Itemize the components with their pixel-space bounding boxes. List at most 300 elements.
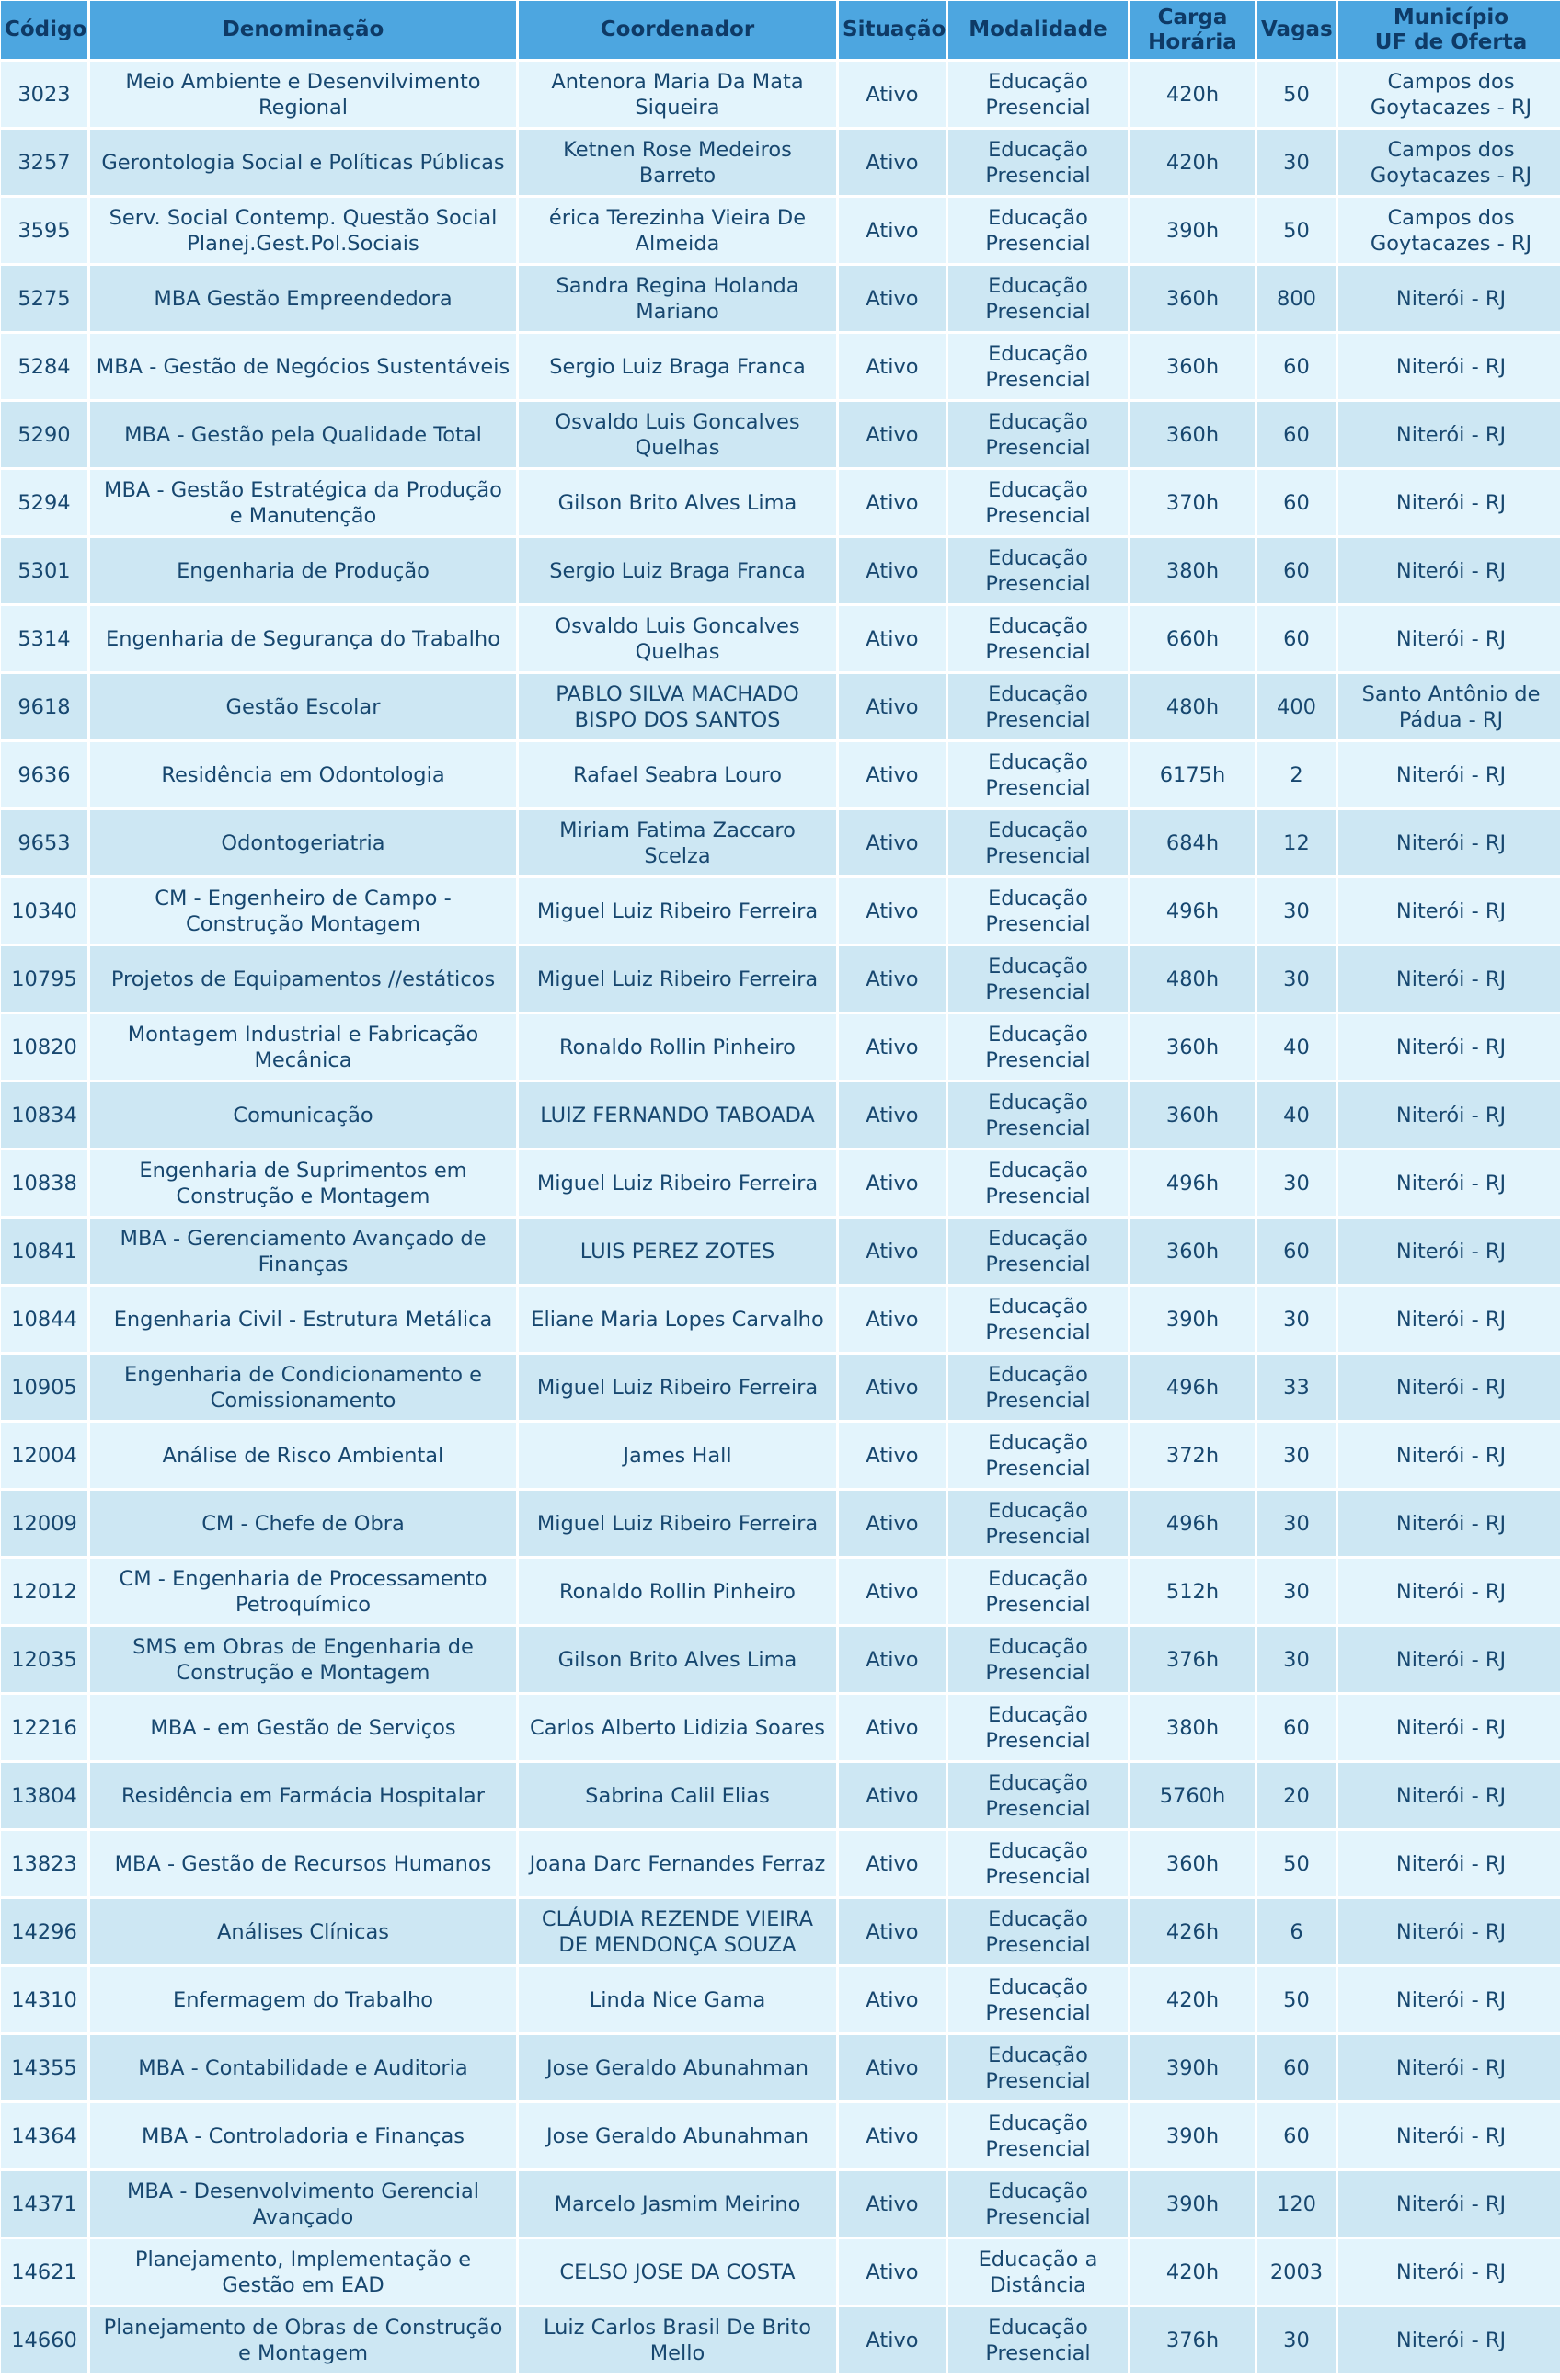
cell-vagas: 60 [1257,470,1336,535]
cell-vagas: 30 [1257,1559,1336,1624]
cell-situacao: Ativo [839,266,946,331]
cell-carga: 380h [1130,1695,1255,1760]
cell-modalidade: Educação Presencial [948,810,1128,875]
cell-carga: 420h [1130,62,1255,127]
table-row [1,1899,1560,1964]
cell-denominacao: MBA - em Gestão de Serviços [90,1695,516,1760]
cell-vagas: 20 [1257,1763,1336,1828]
table-row [1,2035,1560,2100]
table-row [1,130,1560,195]
cell-situacao: Ativo [839,810,946,875]
cell-vagas: 30 [1257,946,1336,1012]
cell-modalidade: Educação Presencial [948,402,1128,467]
cell-codigo: 10838 [1,1150,87,1216]
cell-situacao: Ativo [839,1082,946,1148]
cell-carga: 372h [1130,1423,1255,1488]
cell-codigo: 14621 [1,2239,87,2305]
cell-denominacao: Montagem Industrial e Fabricação Mecânica [90,1014,516,1080]
cell-municipio: Niterói - RJ [1338,1559,1560,1624]
table-row [1,2171,1560,2237]
table-row [1,878,1560,944]
cell-codigo: 5294 [1,470,87,535]
header-modalidade[interactable]: Modalidade [948,1,1128,59]
header-carga-horaria[interactable] [1130,1,1255,59]
cell-vagas: 60 [1257,2035,1336,2100]
cell-carga: 360h [1130,334,1255,399]
cell-denominacao: Planejamento de Obras de Construção e Montagem [90,2307,516,2373]
cell-vagas: 30 [1257,1627,1336,1692]
cell-codigo: 14364 [1,2103,87,2168]
cell-codigo: 12012 [1,1559,87,1624]
header-situacao[interactable]: Situação [839,1,946,59]
cell-municipio: Niterói - RJ [1338,946,1560,1012]
table-row [1,1559,1560,1624]
cell-carga: 496h [1130,1491,1255,1556]
cell-coordenador: Rafael Seabra Louro [519,742,836,807]
cell-coordenador: Jose Geraldo Abunahman [519,2103,836,2168]
cell-coordenador: Gilson Brito Alves Lima [519,470,836,535]
cell-codigo: 9636 [1,742,87,807]
cell-coordenador: Marcelo Jasmim Meirino [519,2171,836,2237]
cell-denominacao: Residência em Farmácia Hospitalar [90,1763,516,1828]
table-row [1,1831,1560,1896]
cell-codigo: 10905 [1,1355,87,1420]
cell-codigo: 10340 [1,878,87,944]
cell-municipio: Niterói - RJ [1338,1150,1560,1216]
cell-situacao: Ativo [839,1967,946,2032]
cell-municipio: Niterói - RJ [1338,470,1560,535]
table-row [1,1150,1560,1216]
cell-situacao: Ativo [839,1559,946,1624]
cell-municipio: Niterói - RJ [1338,1423,1560,1488]
cell-carga: 6175h [1130,742,1255,807]
cell-coordenador: PABLO SILVA MACHADO BISPO DOS SANTOS [519,674,836,739]
table-row [1,1219,1560,1284]
cell-vagas: 60 [1257,606,1336,671]
cell-municipio: Campos dos Goytacazes - RJ [1338,130,1560,195]
cell-carga: 376h [1130,2307,1255,2373]
header-carga-line2: Horária [1148,29,1237,54]
cell-modalidade: Educação Presencial [948,878,1128,944]
cell-municipio: Niterói - RJ [1338,1491,1560,1556]
table-row [1,742,1560,807]
cell-denominacao: Projetos de Equipamentos //estáticos [90,946,516,1012]
cell-municipio: Niterói - RJ [1338,266,1560,331]
cell-carga: 480h [1130,946,1255,1012]
cell-situacao: Ativo [839,1219,946,1284]
cell-denominacao: Engenharia de Produção [90,538,516,603]
cell-codigo: 5301 [1,538,87,603]
cell-denominacao: MBA - Gestão de Negócios Sustentáveis [90,334,516,399]
cell-codigo: 12216 [1,1695,87,1760]
cell-modalidade: Educação Presencial [948,334,1128,399]
cell-situacao: Ativo [839,538,946,603]
table-row [1,198,1560,263]
cell-coordenador: CLÁUDIA REZENDE VIEIRA DE MENDONÇA SOUZA [519,1899,836,1964]
cell-codigo: 12004 [1,1423,87,1488]
cell-denominacao: Engenharia de Condicionamento e Comissionamento [90,1355,516,1420]
cell-coordenador: Joana Darc Fernandes Ferraz [519,1831,836,1896]
cell-vagas: 2003 [1257,2239,1336,2305]
cell-vagas: 30 [1257,130,1336,195]
cell-carga: 390h [1130,2035,1255,2100]
cell-codigo: 14355 [1,2035,87,2100]
cell-modalidade: Educação Presencial [948,1219,1128,1284]
table-row [1,1423,1560,1488]
cell-codigo: 5275 [1,266,87,331]
cell-denominacao: Engenharia de Segurança do Trabalho [90,606,516,671]
header-vagas[interactable]: Vagas [1257,1,1336,59]
cell-modalidade: Educação Presencial [948,1082,1128,1148]
cell-municipio: Niterói - RJ [1338,742,1560,807]
cell-denominacao: Meio Ambiente e Desenvilvimento Regional [90,62,516,127]
table-row [1,2307,1560,2373]
cell-denominacao: Residência em Odontologia [90,742,516,807]
cell-situacao: Ativo [839,2171,946,2237]
cell-modalidade: Educação Presencial [948,538,1128,603]
cell-coordenador: James Hall [519,1423,836,1488]
cell-situacao: Ativo [839,1355,946,1420]
cell-carga: 370h [1130,470,1255,535]
table-row [1,946,1560,1012]
cell-vagas: 120 [1257,2171,1336,2237]
cell-vagas: 60 [1257,402,1336,467]
cell-modalidade: Educação Presencial [948,674,1128,739]
cell-situacao: Ativo [839,402,946,467]
cell-carga: 426h [1130,1899,1255,1964]
cell-denominacao: MBA - Desenvolvimento Gerencial Avançado [90,2171,516,2237]
cell-situacao: Ativo [839,1423,946,1488]
cell-denominacao: MBA Gestão Empreendedora [90,266,516,331]
cell-modalidade: Educação Presencial [948,2307,1128,2373]
cell-municipio: Niterói - RJ [1338,606,1560,671]
cell-denominacao: Planejamento, Implementação e Gestão em EAD [90,2239,516,2305]
cell-carga: 360h [1130,1082,1255,1148]
cell-coordenador: Miguel Luiz Ribeiro Ferreira [519,946,836,1012]
cell-coordenador: érica Terezinha Vieira De Almeida [519,198,836,263]
cell-carga: 360h [1130,266,1255,331]
cell-vagas: 30 [1257,1287,1336,1352]
cell-coordenador: Luiz Carlos Brasil De Brito Mello [519,2307,836,2373]
cell-codigo: 3023 [1,62,87,127]
cell-situacao: Ativo [839,1014,946,1080]
cell-coordenador: Linda Nice Gama [519,1967,836,2032]
cell-coordenador: LUIZ FERNANDO TABOADA [519,1082,836,1148]
cell-vagas: 50 [1257,198,1336,263]
cell-vagas: 50 [1257,1831,1336,1896]
cell-municipio: Niterói - RJ [1338,1082,1560,1148]
cell-coordenador: CELSO JOSE DA COSTA [519,2239,836,2305]
header-municipio-line2: UF de Oferta [1374,29,1528,54]
cell-vagas: 60 [1257,1219,1336,1284]
cell-codigo: 13804 [1,1763,87,1828]
cell-coordenador: LUIS PEREZ ZOTES [519,1219,836,1284]
cell-vagas: 33 [1257,1355,1336,1420]
cell-carga: 360h [1130,1014,1255,1080]
cell-vagas: 50 [1257,62,1336,127]
cell-modalidade: Educação Presencial [948,62,1128,127]
table-row [1,538,1560,603]
cell-modalidade: Educação Presencial [948,1491,1128,1556]
cell-municipio: Niterói - RJ [1338,1287,1560,1352]
table-row [1,810,1560,875]
cell-carga: 360h [1130,402,1255,467]
cell-modalidade: Educação Presencial [948,1423,1128,1488]
cell-municipio: Campos dos Goytacazes - RJ [1338,198,1560,263]
cell-carga: 390h [1130,198,1255,263]
cell-modalidade: Educação Presencial [948,1014,1128,1080]
cell-codigo: 12009 [1,1491,87,1556]
cell-situacao: Ativo [839,1763,946,1828]
cell-municipio: Santo Antônio de Pádua - RJ [1338,674,1560,739]
cell-municipio: Niterói - RJ [1338,878,1560,944]
header-carga-line1: Carga [1157,5,1228,29]
cell-denominacao: Gestão Escolar [90,674,516,739]
cell-coordenador: Miguel Luiz Ribeiro Ferreira [519,1150,836,1216]
table-header-row [1,1,1560,59]
cell-carga: 376h [1130,1627,1255,1692]
table-row [1,1695,1560,1760]
cell-situacao: Ativo [839,2307,946,2373]
cell-municipio: Niterói - RJ [1338,1899,1560,1964]
cell-municipio: Niterói - RJ [1338,402,1560,467]
cell-vagas: 30 [1257,1491,1336,1556]
cell-denominacao: MBA - Contabilidade e Auditoria [90,2035,516,2100]
cell-carga: 496h [1130,878,1255,944]
cell-coordenador: Jose Geraldo Abunahman [519,2035,836,2100]
cell-modalidade: Educação Presencial [948,198,1128,263]
cell-carga: 390h [1130,2103,1255,2168]
cell-denominacao: MBA - Gestão Estratégica da Produção e Manutenção [90,470,516,535]
cell-municipio: Niterói - RJ [1338,1763,1560,1828]
cell-carga: 660h [1130,606,1255,671]
cell-codigo: 3595 [1,198,87,263]
cell-situacao: Ativo [839,334,946,399]
table-row [1,402,1560,467]
cell-municipio: Niterói - RJ [1338,1014,1560,1080]
cell-codigo: 10795 [1,946,87,1012]
cell-coordenador: Miriam Fatima Zaccaro Scelza [519,810,836,875]
cell-carga: 684h [1130,810,1255,875]
cell-coordenador: Osvaldo Luis Goncalves Quelhas [519,402,836,467]
cell-municipio: Niterói - RJ [1338,1219,1560,1284]
cell-situacao: Ativo [839,1627,946,1692]
cell-denominacao: CM - Engenharia de Processamento Petroquímico [90,1559,516,1624]
cell-situacao: Ativo [839,878,946,944]
cell-situacao: Ativo [839,1287,946,1352]
table-row [1,1763,1560,1828]
cell-situacao: Ativo [839,470,946,535]
cell-municipio: Niterói - RJ [1338,1695,1560,1760]
cell-denominacao: Análise de Risco Ambiental [90,1423,516,1488]
cell-codigo: 3257 [1,130,87,195]
cell-coordenador: Miguel Luiz Ribeiro Ferreira [519,878,836,944]
cell-situacao: Ativo [839,2239,946,2305]
cell-denominacao: Serv. Social Contemp. Questão Social Planej.Gest.Pol.Sociais [90,198,516,263]
table-row [1,2239,1560,2305]
cell-vagas: 30 [1257,878,1336,944]
cell-situacao: Ativo [839,742,946,807]
cell-vagas: 30 [1257,1423,1336,1488]
cell-situacao: Ativo [839,1899,946,1964]
table-row [1,334,1560,399]
cell-coordenador: Ketnen Rose Medeiros Barreto [519,130,836,195]
table-row [1,1082,1560,1148]
cell-situacao: Ativo [839,1491,946,1556]
cell-carga: 390h [1130,1287,1255,1352]
cell-carga: 420h [1130,130,1255,195]
table-row [1,1355,1560,1420]
cell-coordenador: Sandra Regina Holanda Mariano [519,266,836,331]
cell-vagas: 60 [1257,1695,1336,1760]
table-row [1,674,1560,739]
header-codigo[interactable]: Código [1,1,87,59]
cell-codigo: 5284 [1,334,87,399]
cell-vagas: 30 [1257,2307,1336,2373]
cell-municipio: Niterói - RJ [1338,2307,1560,2373]
cell-denominacao: Odontogeriatria [90,810,516,875]
cell-modalidade: Educação Presencial [948,2035,1128,2100]
table-row [1,62,1560,127]
cell-modalidade: Educação Presencial [948,2103,1128,2168]
cell-municipio: Niterói - RJ [1338,2035,1560,2100]
cell-carga: 380h [1130,538,1255,603]
cell-coordenador: Antenora Maria Da Mata Siqueira [519,62,836,127]
cell-denominacao: Enfermagem do Trabalho [90,1967,516,2032]
cell-situacao: Ativo [839,1695,946,1760]
cell-municipio: Niterói - RJ [1338,1967,1560,2032]
cell-municipio: Campos dos Goytacazes - RJ [1338,62,1560,127]
cell-denominacao: SMS em Obras de Engenharia de Construção e Montagem [90,1627,516,1692]
cell-vagas: 800 [1257,266,1336,331]
cell-vagas: 60 [1257,2103,1336,2168]
cell-municipio: Niterói - RJ [1338,1627,1560,1692]
cell-codigo: 5290 [1,402,87,467]
cell-modalidade: Educação Presencial [948,130,1128,195]
cell-denominacao: MBA - Controladoria e Finanças [90,2103,516,2168]
cell-municipio: Niterói - RJ [1338,810,1560,875]
header-denominacao[interactable]: Denominação [90,1,516,59]
cell-coordenador: Sergio Luiz Braga Franca [519,538,836,603]
cell-situacao: Ativo [839,1831,946,1896]
table-row [1,1627,1560,1692]
cell-vagas: 30 [1257,1150,1336,1216]
cell-municipio: Niterói - RJ [1338,2103,1560,2168]
cell-modalidade: Educação a Distância [948,2239,1128,2305]
cell-carga: 496h [1130,1355,1255,1420]
cell-carga: 512h [1130,1559,1255,1624]
cell-denominacao: Engenharia de Suprimentos em Construção e Montagem [90,1150,516,1216]
cell-codigo: 14660 [1,2307,87,2373]
cell-codigo: 10844 [1,1287,87,1352]
cell-denominacao: MBA - Gestão de Recursos Humanos [90,1831,516,1896]
cell-modalidade: Educação Presencial [948,1559,1128,1624]
cell-situacao: Ativo [839,606,946,671]
cell-situacao: Ativo [839,2103,946,2168]
cell-modalidade: Educação Presencial [948,1763,1128,1828]
cell-municipio: Niterói - RJ [1338,1831,1560,1896]
cell-denominacao: MBA - Gerenciamento Avançado de Finanças [90,1219,516,1284]
cell-codigo: 10820 [1,1014,87,1080]
table-row [1,1014,1560,1080]
table-row [1,606,1560,671]
cell-codigo: 12035 [1,1627,87,1692]
cell-codigo: 9618 [1,674,87,739]
cell-modalidade: Educação Presencial [948,946,1128,1012]
cell-situacao: Ativo [839,674,946,739]
cell-vagas: 12 [1257,810,1336,875]
cell-codigo: 10834 [1,1082,87,1148]
cell-coordenador: Ronaldo Rollin Pinheiro [519,1014,836,1080]
cell-denominacao: Gerontologia Social e Políticas Públicas [90,130,516,195]
cell-denominacao: MBA - Gestão pela Qualidade Total [90,402,516,467]
cell-municipio: Niterói - RJ [1338,2171,1560,2237]
cell-municipio: Niterói - RJ [1338,2239,1560,2305]
cell-denominacao: CM - Chefe de Obra [90,1491,516,1556]
cell-carga: 480h [1130,674,1255,739]
cell-situacao: Ativo [839,62,946,127]
cell-codigo: 14296 [1,1899,87,1964]
cell-denominacao: Comunicação [90,1082,516,1148]
cell-denominacao: Análises Clínicas [90,1899,516,1964]
cell-modalidade: Educação Presencial [948,1355,1128,1420]
cell-situacao: Ativo [839,130,946,195]
cell-carga: 496h [1130,1150,1255,1216]
cell-situacao: Ativo [839,1150,946,1216]
table-row [1,266,1560,331]
cell-codigo: 13823 [1,1831,87,1896]
cell-modalidade: Educação Presencial [948,1831,1128,1896]
cell-coordenador: Ronaldo Rollin Pinheiro [519,1559,836,1624]
cell-coordenador: Gilson Brito Alves Lima [519,1627,836,1692]
cell-coordenador: Miguel Luiz Ribeiro Ferreira [519,1491,836,1556]
cell-municipio: Niterói - RJ [1338,334,1560,399]
cell-codigo: 14310 [1,1967,87,2032]
cell-coordenador: Sabrina Calil Elias [519,1763,836,1828]
cell-carga: 390h [1130,2171,1255,2237]
cell-vagas: 2 [1257,742,1336,807]
cell-modalidade: Educação Presencial [948,1695,1128,1760]
cell-coordenador: Miguel Luiz Ribeiro Ferreira [519,1355,836,1420]
cell-situacao: Ativo [839,946,946,1012]
cell-coordenador: Osvaldo Luis Goncalves Quelhas [519,606,836,671]
header-coordenador[interactable]: Coordenador [519,1,836,59]
cell-codigo: 5314 [1,606,87,671]
cell-modalidade: Educação Presencial [948,1627,1128,1692]
cell-vagas: 40 [1257,1082,1336,1148]
cell-vagas: 400 [1257,674,1336,739]
table-row [1,1287,1560,1352]
cell-modalidade: Educação Presencial [948,1287,1128,1352]
cell-carga: 420h [1130,1967,1255,2032]
header-municipio[interactable] [1338,1,1560,59]
cell-modalidade: Educação Presencial [948,1150,1128,1216]
cell-carga: 5760h [1130,1763,1255,1828]
cell-vagas: 40 [1257,1014,1336,1080]
cell-municipio: Niterói - RJ [1338,1355,1560,1420]
cell-coordenador: Sergio Luiz Braga Franca [519,334,836,399]
cell-vagas: 6 [1257,1899,1336,1964]
cell-carga: 360h [1130,1219,1255,1284]
cell-carga: 360h [1130,1831,1255,1896]
cell-coordenador: Carlos Alberto Lidizia Soares [519,1695,836,1760]
cell-modalidade: Educação Presencial [948,470,1128,535]
cell-modalidade: Educação Presencial [948,2171,1128,2237]
cell-situacao: Ativo [839,2035,946,2100]
cell-vagas: 60 [1257,334,1336,399]
table-body [1,62,1560,2373]
cell-modalidade: Educação Presencial [948,606,1128,671]
